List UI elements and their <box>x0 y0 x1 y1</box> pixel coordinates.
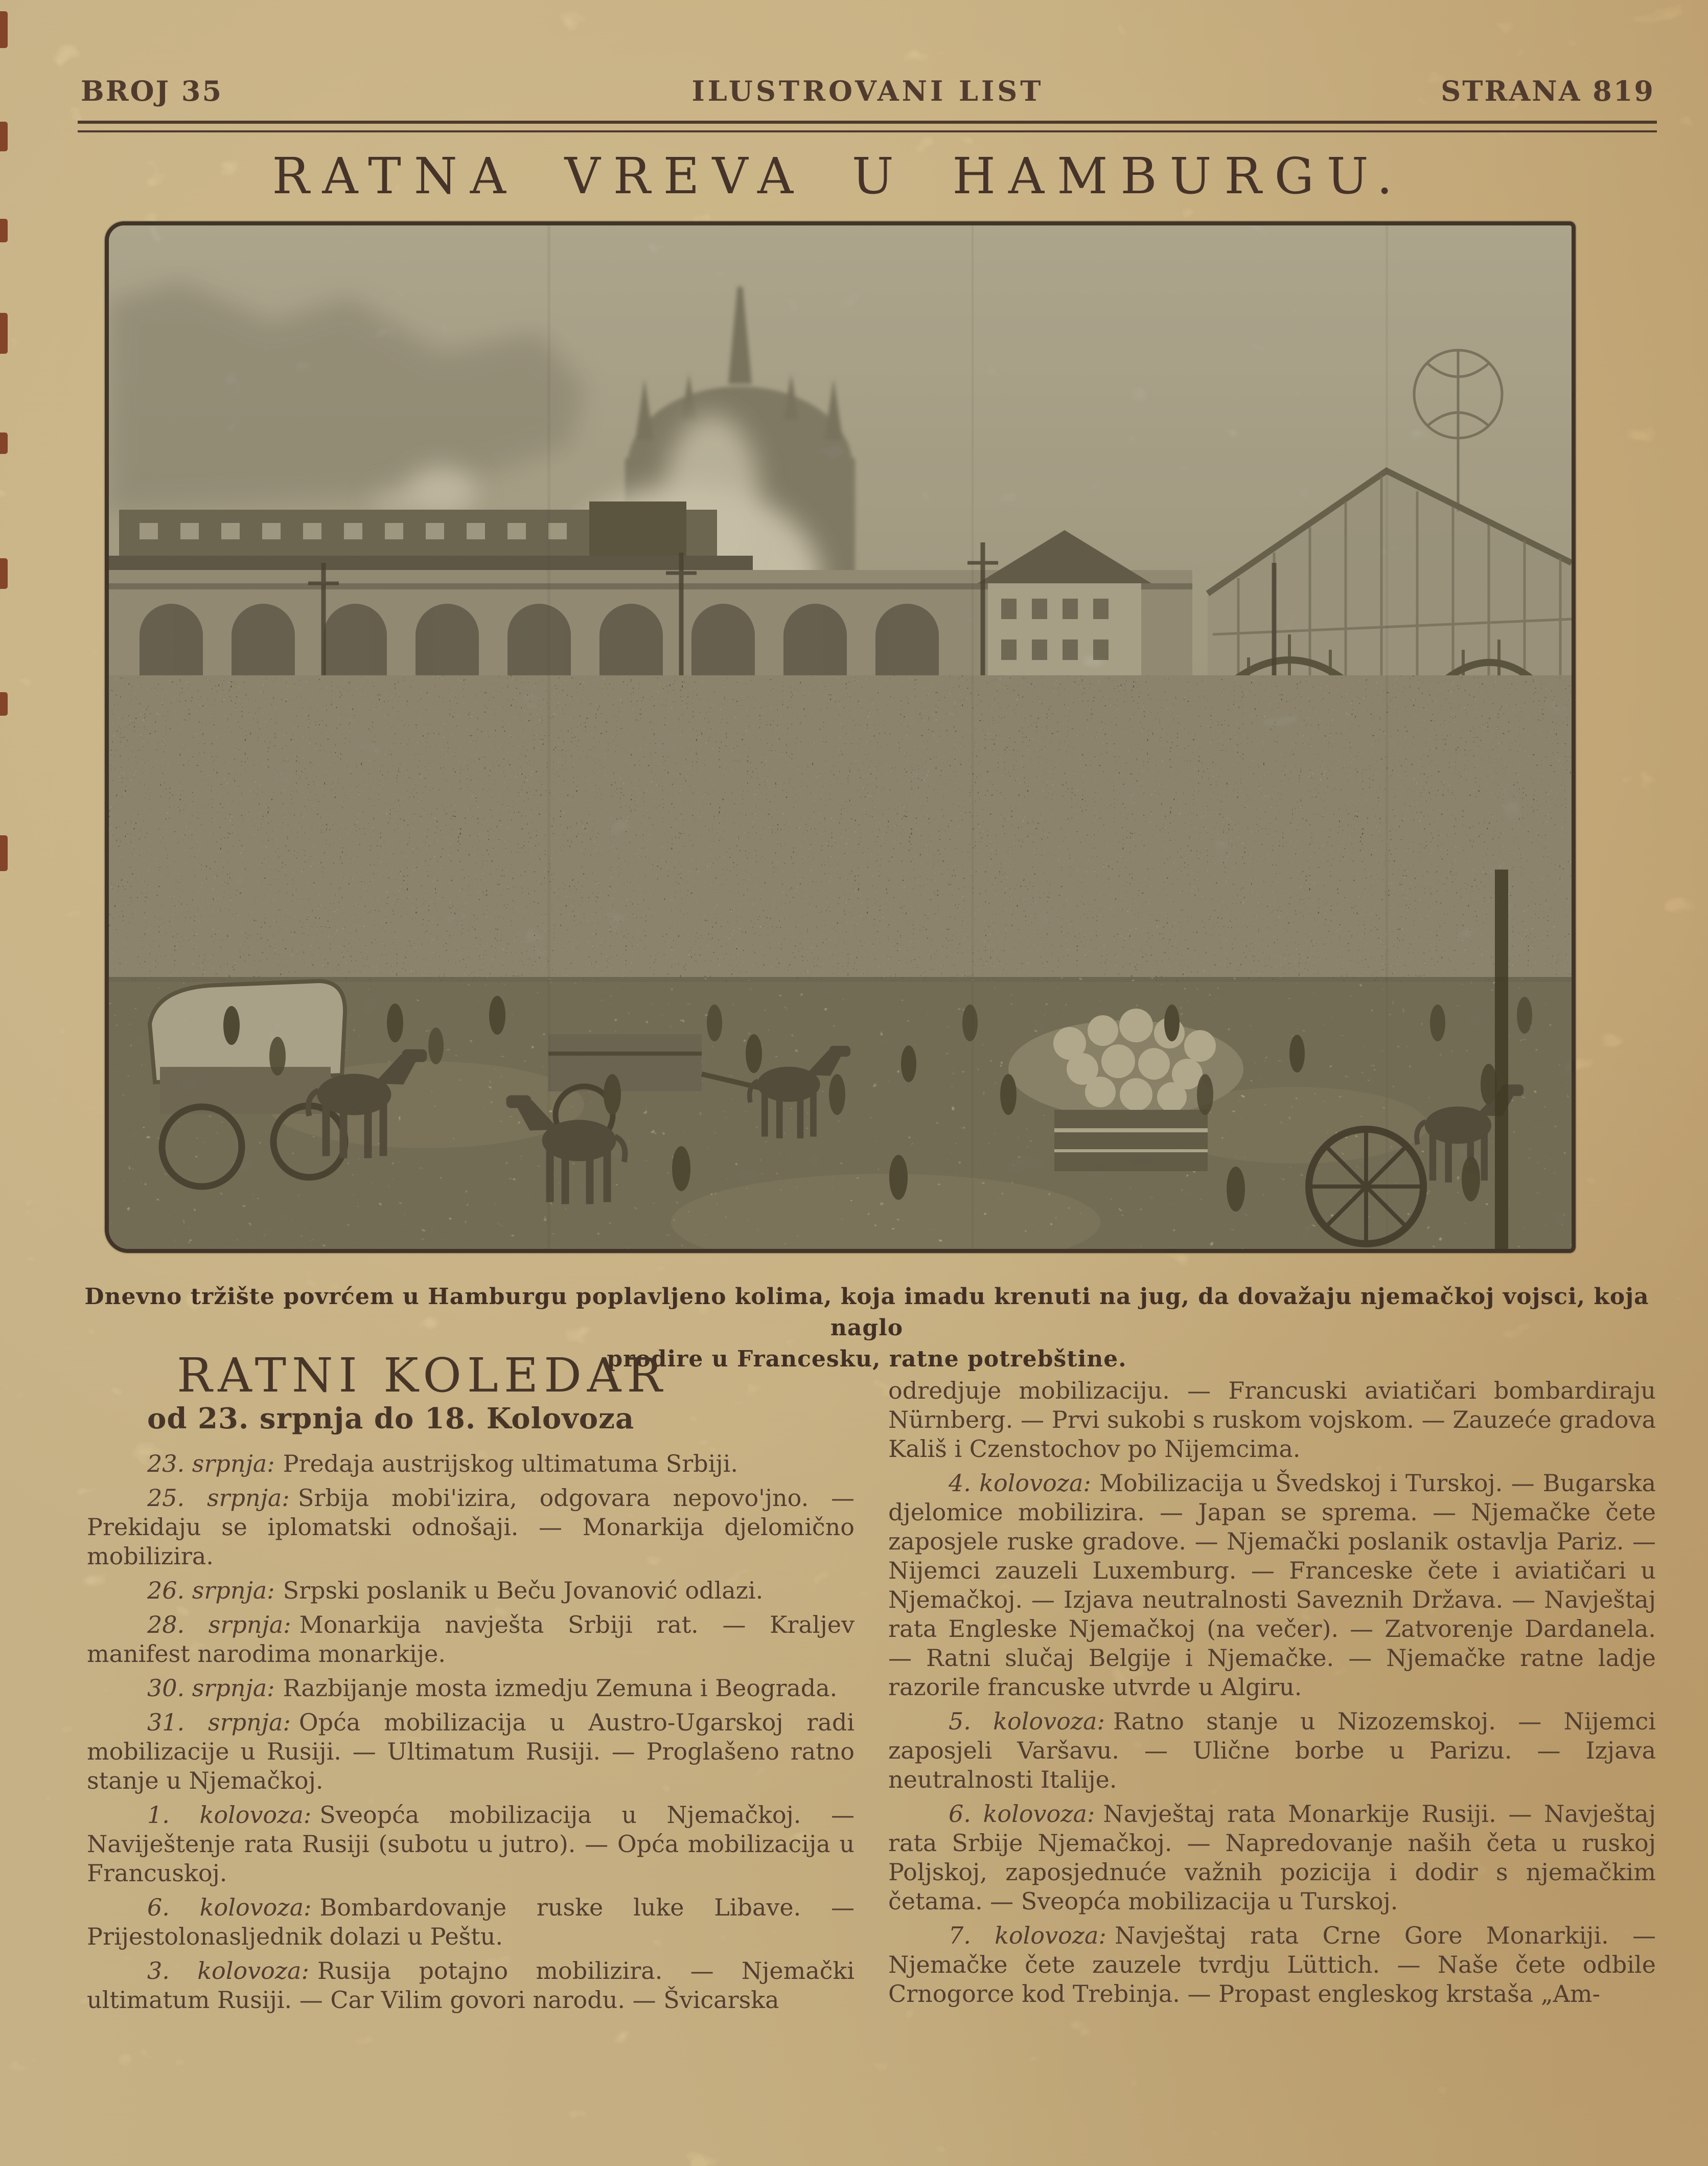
entry-text: odredjuje mobilizaciju. — Francuski aviatičari bombardiraju Nürnberg. — Prvi sukobi s ruskom vojskom. — Zauzeće gradova Kališ i Czenstochov po Nijemcima. <box>888 1377 1656 1463</box>
entry-text: Bombardovanje ruske luke Libave. — Prijestolonasljednik dolazi u Peštu. <box>87 1893 855 1950</box>
scan-artifact <box>0 432 8 454</box>
calendar-columns <box>87 1350 1656 2020</box>
entry-date: 23. srpnja: <box>147 1449 275 1477</box>
calendar-entry <box>888 1799 1656 1916</box>
entry-date: 7. kolovoza: <box>949 1922 1106 1949</box>
scan-artifact <box>0 692 8 716</box>
entry-text: Predaja austrijskog ultimatuma Srbiji. <box>283 1449 738 1477</box>
entry-text: Navještaj rata Monarkije Rusiji. — Navještaj rata Srbije Njemačkoj. — Napredovanje naših četa u ruskoj Poljskoj, zaposjednuće važnih pozicija i dodir s njemačkim četama. — Sveopća mobilizacija u Turskoj. <box>888 1800 1656 1915</box>
scan-artifact <box>0 11 8 48</box>
entry-date: 31. srpnja: <box>147 1708 291 1736</box>
calendar-entry <box>87 1674 855 1703</box>
photo-caption-line: prodire u Francesku, ratne potrebštine. <box>607 1346 1127 1372</box>
calendar-entry <box>87 1956 855 2015</box>
photo-market-scene <box>105 221 1576 1253</box>
scan-artifact <box>0 122 8 151</box>
calendar-entry <box>888 1707 1656 1794</box>
entry-text: Razbijanje mosta izmedju Zemuna i Beograda. <box>283 1674 838 1702</box>
entry-date: 26. srpnja: <box>147 1576 275 1604</box>
calendar-column-left <box>87 1350 855 2020</box>
page-header <box>81 75 1655 107</box>
calendar-entry <box>888 1469 1656 1702</box>
entry-date: 25. srpnja: <box>147 1484 290 1512</box>
entry-date: 28. srpnja: <box>147 1610 291 1638</box>
calendar-subheading: od 23. srpnja do 18. Kolovoza <box>147 1402 635 1436</box>
entry-date: 30. srpnja: <box>147 1674 275 1702</box>
calendar-entry <box>87 1708 855 1795</box>
page-number: STRANA 819 <box>1441 75 1655 107</box>
issue-number: BROJ 35 <box>81 75 223 107</box>
calendar-entry <box>87 1610 855 1669</box>
calendar-entries-left <box>87 1449 855 2015</box>
photo-caption-line: Dnevno tržište povrćem u Hamburgu poplavljeno kolima, koja imadu krenuti na jug, da dovažaju njemačkoj vojsci, koja naglo <box>84 1284 1649 1341</box>
market-photo-illustration <box>109 225 1572 1249</box>
entry-date: 3. kolovoza: <box>147 1956 309 1985</box>
calendar-entry <box>87 1484 855 1571</box>
calendar-heading: RATNI KOLEDAR <box>177 1348 668 1403</box>
entry-text: Sveopća mobilizacija u Njemačkoj. — Naviještenje rata Rusiji (subotu u jutro). — Opća mobilizacija u Francuskoj. <box>87 1800 855 1887</box>
calendar-entries-right <box>888 1376 1656 2009</box>
calendar-entry <box>87 1576 855 1605</box>
masthead-title: ILUSTROVANI LIST <box>691 75 1044 107</box>
header-double-rule <box>78 121 1657 132</box>
entry-text: Ratno stanje u Nizozemskoj. — Nijemci zaposjeli Varšavu. — Ulične borbe u Parizu. — Izjava neutralnosti Italije. <box>888 1707 1656 1793</box>
scan-artifact <box>0 558 8 589</box>
scan-artifact <box>0 313 8 354</box>
entry-text: Srpski poslanik u Beču Jovanović odlazi. <box>283 1576 764 1604</box>
calendar-entry <box>888 1376 1656 1464</box>
entry-date: 4. kolovoza: <box>949 1469 1091 1497</box>
calendar-entry <box>888 1921 1656 2009</box>
entry-text: Rusija potajno mobilizira. — Njemački ultimatum Rusiji. — Car Vilim govori narodu. — Švicarska <box>87 1956 855 2014</box>
entry-date: 6. kolovoza: <box>949 1800 1095 1828</box>
entry-date: 5. kolovoza: <box>949 1707 1105 1735</box>
entry-text: Navještaj rata Crne Gore Monarkiji. — Njemačke čete zauzele tvrdju Lüttich. — Naše čete odbile Crnogorce kod Trebinja. — Propast engleskog krstaša „Am- <box>888 1922 1656 2008</box>
entry-text: Srbija mobi'izira, odgovara nepovo'jno. — Prekidaju se iplomatski odnošaji. — Monarkija djelomično mobilizira. <box>87 1484 855 1570</box>
calendar-column-right <box>888 1350 1656 2020</box>
photo-tone-wash <box>109 225 1572 1249</box>
entry-text: Opća mobilizacija u Austro-Ugarskoj radi mobilizacije u Rusiji. — Ultimatum Rusiji. — Proglašeno ratno stanje u Njemačkoj. <box>87 1708 855 1794</box>
article-title: RATNA VREVA U HAMBURGU. <box>272 147 1405 205</box>
entry-text: Mobilizacija u Švedskoj i Turskoj. — Bugarska djelomice mobilizira. — Japan se sprema. — Njemačke čete zaposjele ruske gradove. — Njemački poslanik ostavlja Pariz. — Nijemci zauzeli Luxemburg. — Franceske čete i aviatičari u Njemačkoj. — Izjava neutralnosti Saveznih Država. — Navještaj rata Engleske Njemačkoj (na večer). — Zatvorenje Dardanela. — Ratni slučaj Belgije i Njemačke. — Njemačke ratne ladje razorile francuske utvrde u Algiru. <box>888 1469 1656 1701</box>
calendar-entry <box>87 1449 855 1478</box>
calendar-entry <box>87 1893 855 1951</box>
entry-date: 6. kolovoza: <box>147 1893 312 1921</box>
scan-artifact <box>0 835 8 871</box>
entry-text: Monarkija navješta Srbiji rat. — Kraljev manifest narodima monarkije. <box>87 1610 855 1668</box>
scan-artifact <box>0 219 8 242</box>
calendar-entry <box>87 1800 855 1888</box>
entry-date: 1. kolovoza: <box>147 1800 312 1829</box>
